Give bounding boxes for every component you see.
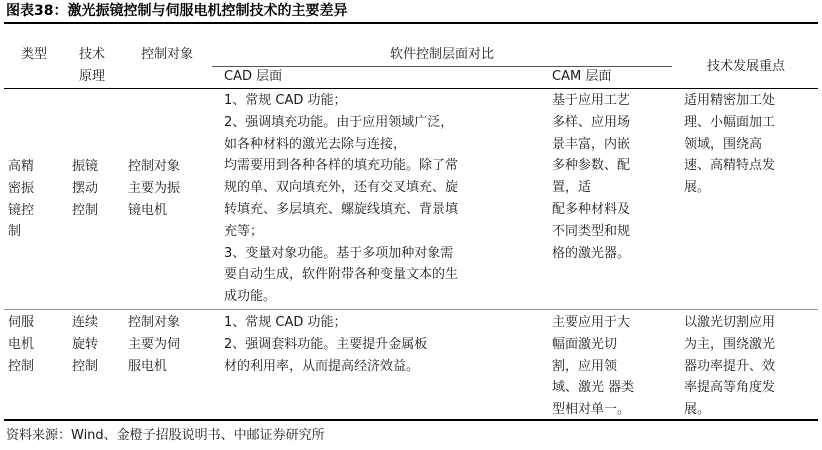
row2-cad: 1、常规 CAD 功能； 2、强调套料功能。主要提升金属板 材的利用率，从而提高经济效益。 — [224, 315, 428, 374]
row-divider — [4, 309, 818, 310]
row1-object: 控制对象 主要为振 镜电机 — [128, 159, 181, 218]
row1-focus: 适用精密加工处 理、小幅面加工 领域，围绕高 速、高精特点发 展。 — [684, 93, 776, 196]
row1-type: 高精 密振 镜控 制 — [8, 159, 35, 240]
header-principle: 技术 原理 — [78, 47, 105, 84]
row1-principle: 振镜 摆动 控制 — [72, 159, 99, 218]
row2-focus: 以激光切割应用 为主，围绕激光 器功率提升、效 率提高等角度发 展。 — [684, 315, 776, 418]
header-type: 类型 — [20, 47, 47, 62]
source-note: 资料来源：Wind、金橙子招股说明书、中邮证券研究所 — [6, 428, 325, 443]
figure-title: 图表38：激光振镜控制与伺服电机控制技术的主要差异 — [6, 3, 348, 19]
row2-type: 伺服 电机 控制 — [8, 315, 35, 374]
header-bottom-rule — [4, 88, 818, 89]
header-cam: CAM 层面 — [552, 69, 612, 84]
row2-principle: 连续 旋转 控制 — [72, 315, 99, 374]
row1-cad: 1、常规 CAD 功能； 2、强调填充功能。由于应用领域广泛， 如各种材料的激光去除与连接， 均需要用到各种各样的填充功能。除了常 规的单、双向填充外，还有交叉填充、旋 转填充、多层填充、螺旋线填充、背景填 充等； 3、变量对象功能。基于多项加种对象需 要自动生成，软件附带各种变量文本的生 成功能。 — [224, 93, 459, 305]
header-object: 控制对象 — [140, 47, 193, 62]
row1-cam: 基于应用工艺 多样、应用场 景丰富，内嵌 多种参数、配 置，适 配多种材料及 不同类型和规 格的激光器。 — [552, 93, 631, 261]
header-cad: CAD 层面 — [224, 69, 283, 84]
header-focus: 技术发展重点 — [706, 59, 785, 74]
header-software-compare: 软件控制层面对比 — [389, 47, 494, 62]
table-top-rule — [4, 22, 818, 24]
row2-cam: 主要应用于大 幅面激光切 割，应用领 域、激光 器类 型相对单一。 — [552, 315, 635, 418]
row2-object: 控制对象 主要为伺 服电机 — [128, 315, 181, 374]
